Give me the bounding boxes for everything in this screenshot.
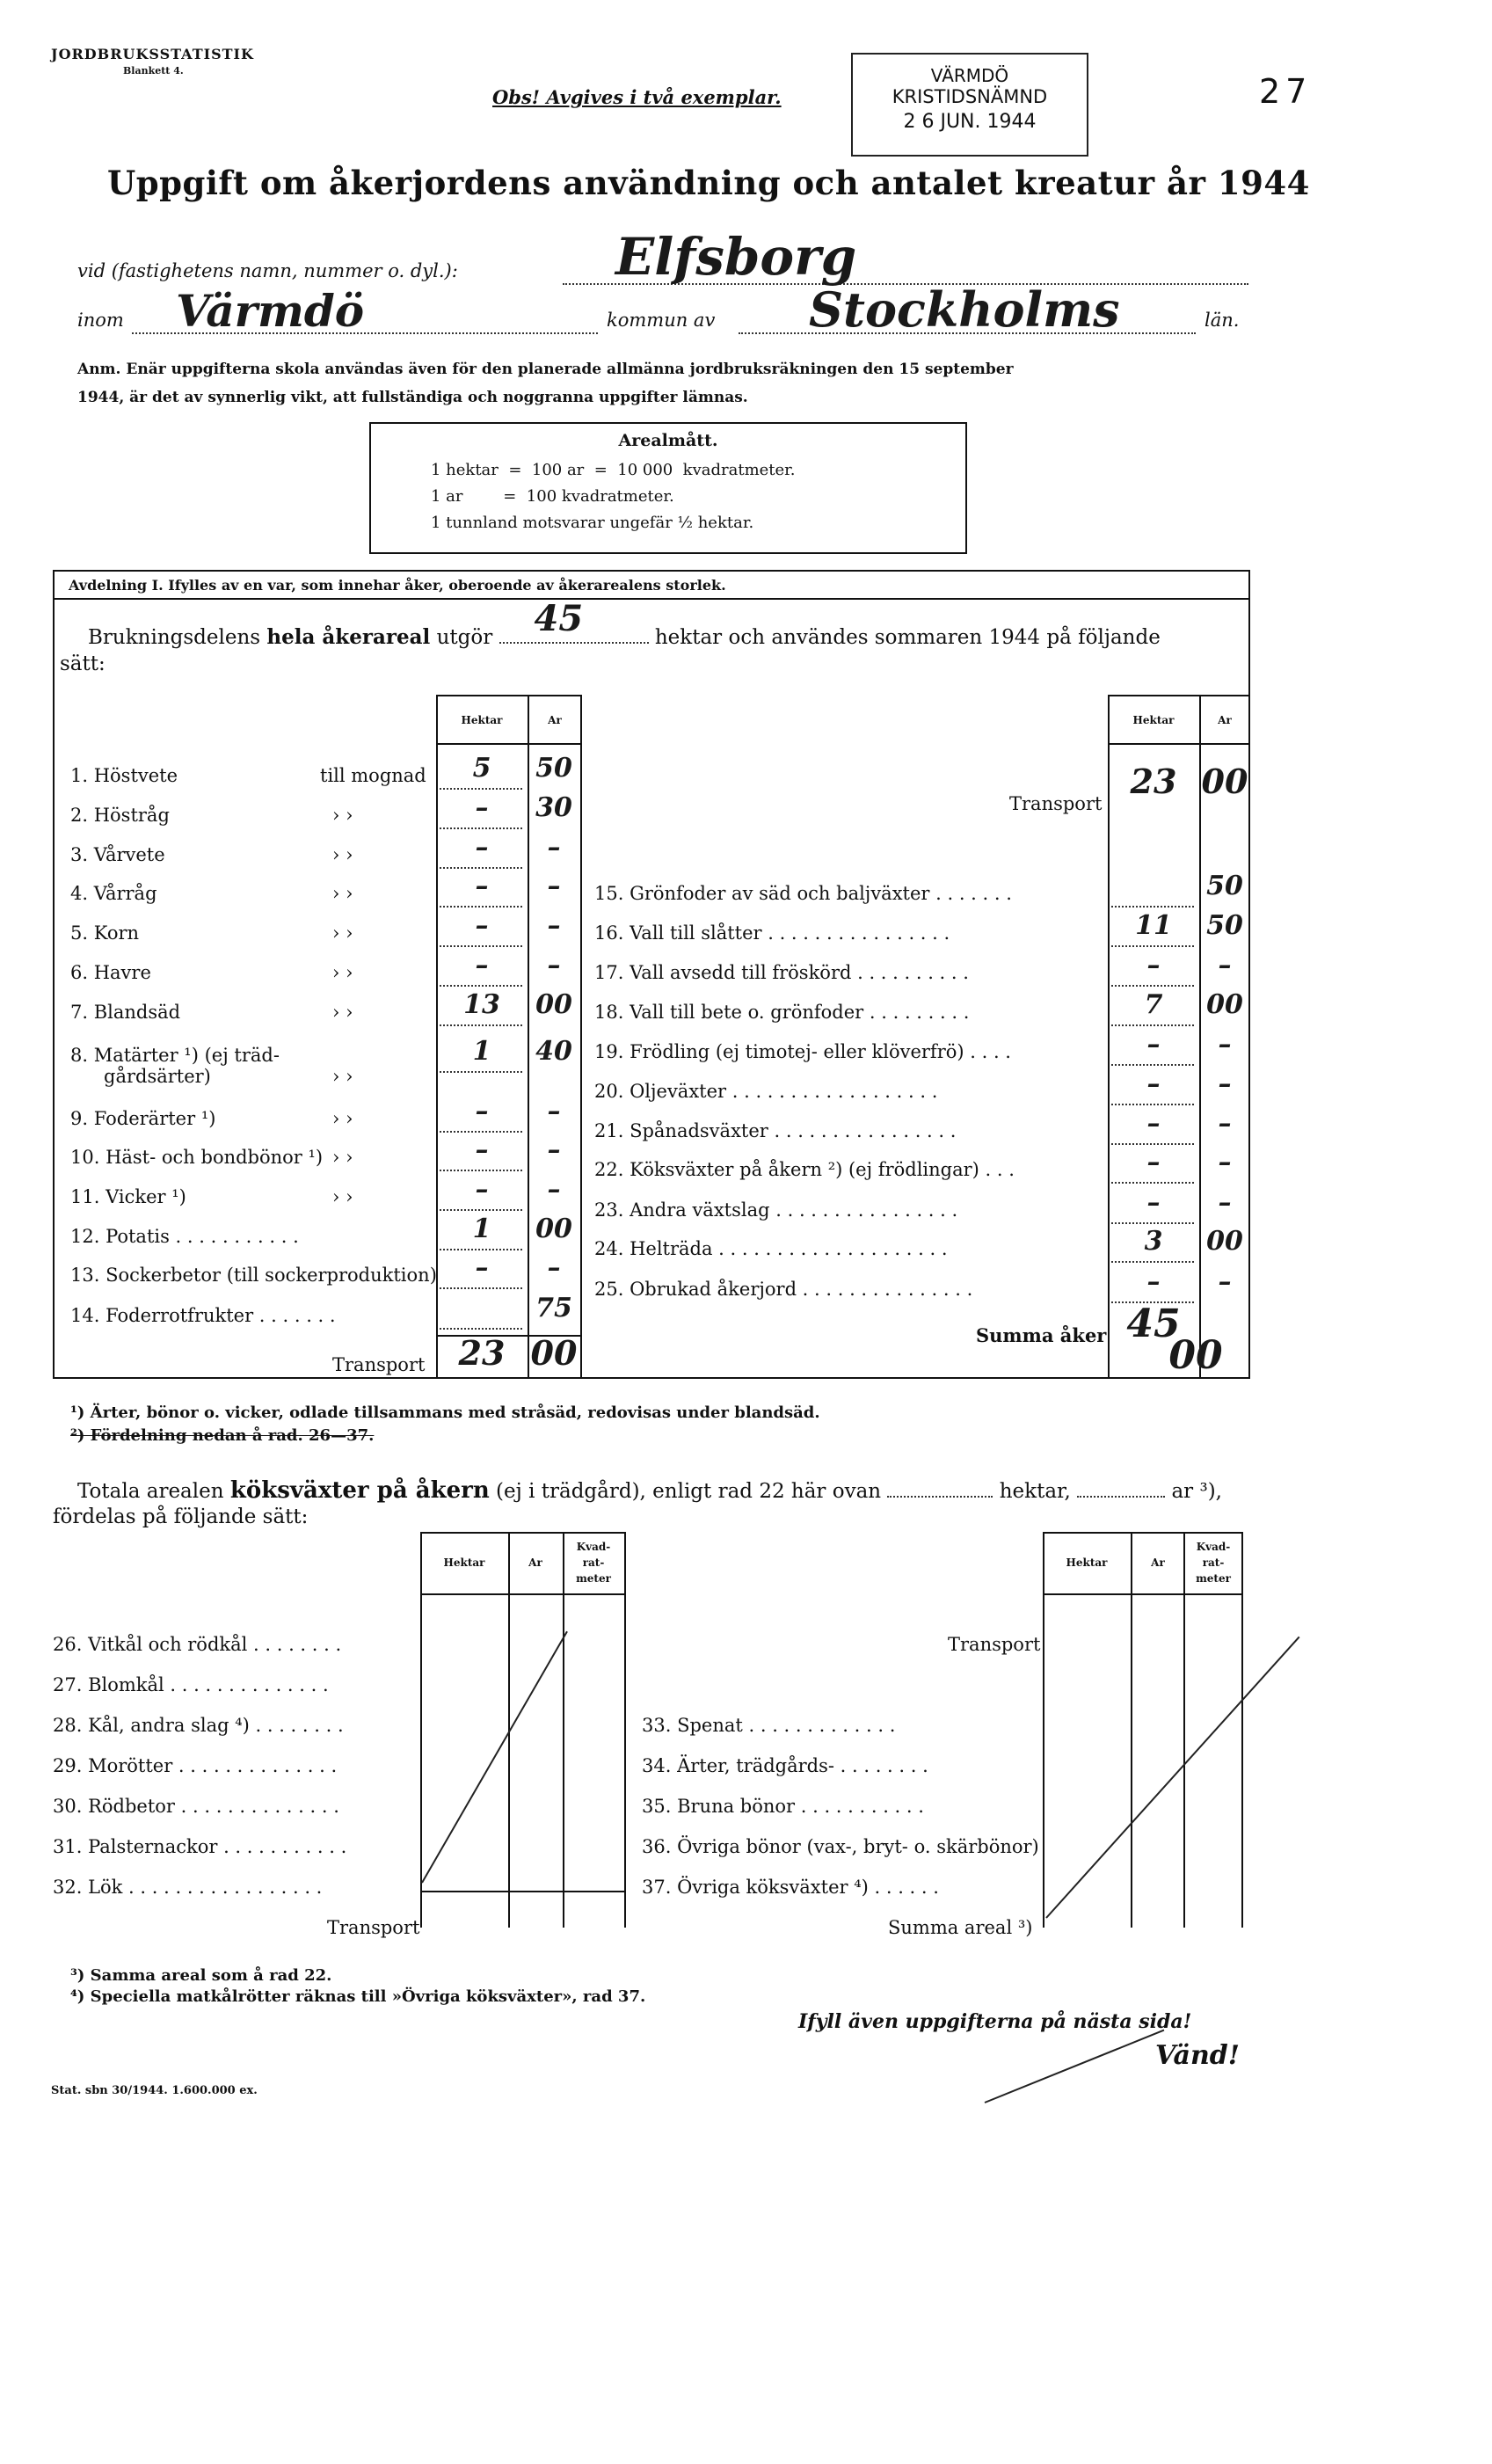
s2-left-row-27: 27. Blomkål . . . . . . . . . . . . . .	[53, 1674, 329, 1695]
left-transport-ar: 00	[530, 1333, 578, 1373]
left-row-7-suffix: › ›	[332, 1002, 353, 1023]
right-row-19-hektar: –	[1146, 1029, 1161, 1060]
page-title: Uppgift om åkerjordens användning och antalet kreatur år 1944	[107, 164, 1310, 202]
stamp-line2: KRISTIDSNÄMND	[892, 86, 1048, 107]
note-line2: 1944, är det av synnerlig vikt, att fullständiga och noggranna uppgifter lämnas.	[77, 389, 748, 406]
footnote-3: ³) Samma areal som å rad 22.	[70, 1966, 332, 1985]
left-row-6-suffix: › ›	[332, 962, 353, 983]
right-row-17: 17. Vall avsedd till fröskörd . . . . . . . . . .	[594, 962, 969, 983]
right-row-23-hektar: –	[1146, 1187, 1161, 1218]
s2-right-row-34: 34. Ärter, trädgårds- . . . . . . . .	[642, 1755, 928, 1776]
s2-right-col-hektar: Hektar	[1066, 1556, 1108, 1569]
left-row-11-hektar: –	[475, 1174, 489, 1205]
left-row-13: 13. Sockerbetor (till sockerproduktion)	[70, 1265, 437, 1286]
left-row-9-hektar: –	[475, 1096, 489, 1126]
s2-right-col-kvm: Kvad-rat-meter	[1196, 1541, 1231, 1585]
left-row-14: 14. Foderrotfrukter . . . . . . .	[70, 1305, 336, 1326]
left-row-11: 11. Vicker ¹)	[70, 1186, 186, 1207]
lan-label: län.	[1205, 310, 1240, 331]
left-row-8-cont: gårdsärter)	[104, 1066, 211, 1087]
s2-right-row-33: 33. Spenat . . . . . . . . . . . . .	[642, 1715, 896, 1736]
printer-info: Stat. sbn 30/1944. 1.600.000 ex.	[51, 2084, 258, 2097]
right-row-17-hektar: –	[1146, 950, 1161, 980]
right-row-22-ar: –	[1218, 1147, 1232, 1177]
right-row-16-hektar: 11	[1135, 910, 1172, 941]
right-col-ar: Ar	[1218, 714, 1232, 726]
received-stamp	[851, 53, 1088, 157]
section2-intro	[77, 1477, 1222, 1504]
right-row-16-ar: 50	[1206, 910, 1243, 941]
right-row-17-ar: –	[1218, 950, 1232, 980]
s2-left-row-26: 26. Vitkål och rödkål . . . . . . . .	[53, 1634, 342, 1655]
right-row-25-ar: –	[1218, 1266, 1232, 1297]
intro-c: utgör	[436, 626, 493, 649]
turn-over: Vänd!	[1155, 2040, 1240, 2071]
right-row-19: 19. Frödling (ej timotej- eller klöverfrö) . . . .	[594, 1041, 1011, 1062]
arealmatt-box	[369, 422, 967, 554]
s2-left-col-kvm: Kvad-rat-meter	[576, 1541, 611, 1585]
left-row-10: 10. Häst- och bondbönor ¹)	[70, 1147, 324, 1168]
s2-left-row-30: 30. Rödbetor . . . . . . . . . . . . . .	[53, 1796, 339, 1817]
fill-next-page: Ifyll även uppgifterna på nästa sida!	[798, 2010, 1192, 2033]
s2-intro-b: köksväxter på åkern	[229, 1477, 490, 1504]
right-row-18: 18. Vall till bete o. grönfoder . . . . . . . . .	[594, 1002, 970, 1023]
s2-left-row-29: 29. Morötter . . . . . . . . . . . . . .	[53, 1755, 338, 1776]
kommun-label: kommun av	[607, 310, 716, 331]
summa-aker-label: Summa åker	[976, 1324, 1107, 1346]
right-transport-ar: 00	[1201, 762, 1248, 801]
left-row-1-suffix: till mognad	[320, 765, 426, 786]
intro-e: sätt:	[60, 652, 106, 675]
inom-value: Värmdö	[176, 285, 365, 337]
left-row-7: 7. Blandsäd	[70, 1002, 181, 1023]
section1-intro	[88, 598, 1161, 649]
right-row-20-hektar: –	[1146, 1068, 1161, 1099]
intro-d: hektar och användes sommaren 1944 på följande	[654, 626, 1161, 649]
left-row-1: 1. Höstvete	[70, 765, 178, 786]
left-transport-hektar: 23	[458, 1333, 506, 1373]
right-row-25-hektar: –	[1146, 1266, 1161, 1297]
left-row-9-ar: –	[547, 1096, 561, 1126]
s2-intro-e: ar ³),	[1171, 1480, 1222, 1503]
right-row-18-ar: 00	[1206, 989, 1243, 1020]
left-row-12-ar: 00	[535, 1214, 572, 1244]
right-row-19-ar: –	[1218, 1029, 1232, 1060]
right-row-16: 16. Vall till slåtter . . . . . . . . . . . . . . . .	[594, 922, 950, 944]
s2-right-row-36: 36. Övriga bönor (vax-, bryt- o. skärbönor)	[642, 1836, 1039, 1857]
arealmatt-line3: 1 tunnland motsvarar ungefär ½ hektar.	[431, 514, 754, 532]
left-col-ar: Ar	[548, 714, 562, 726]
left-row-3-suffix: › ›	[332, 844, 353, 865]
left-row-12-hektar: 1	[472, 1214, 491, 1244]
left-row-11-ar: –	[547, 1174, 561, 1205]
s2-left-transport: Transport	[327, 1917, 420, 1938]
s2-intro-a: Totala arealen	[77, 1480, 224, 1503]
note-line1: Anm. Enär uppgifterna skola användas även för den planerade allmänna jordbruksräkningen den 15 september	[77, 361, 1014, 378]
right-row-25: 25. Obrukad åkerjord . . . . . . . . . . . . . . .	[594, 1279, 973, 1300]
right-transport-hektar: 23	[1130, 762, 1177, 801]
arealmatt-line2: 1 ar = 100 kvadratmeter.	[431, 487, 674, 506]
form-number: Blankett 4.	[123, 65, 184, 77]
left-row-4: 4. Vårråg	[70, 883, 157, 904]
s2-intro-c: (ej i trädgård), enligt rad 22 här ovan	[496, 1480, 882, 1503]
right-row-24-hektar: 3	[1144, 1226, 1163, 1257]
left-row-4-suffix: › ›	[332, 883, 353, 904]
right-row-18-hektar: 7	[1144, 989, 1163, 1020]
stamp-line1: VÄRMDÖ	[930, 65, 1009, 86]
intro-b: hela åkerareal	[266, 625, 431, 649]
right-row-20: 20. Oljeväxter . . . . . . . . . . . . . . . . . .	[594, 1081, 938, 1102]
left-col-hektar: Hektar	[461, 714, 503, 726]
footnote-1: ¹) Ärter, bönor o. vicker, odlade tillsammans med stråsäd, redovisas under blandsäd.	[70, 1403, 820, 1422]
right-row-21-hektar: –	[1146, 1108, 1161, 1139]
left-row-8-ar: 40	[535, 1036, 572, 1067]
left-row-9-suffix: › ›	[332, 1108, 353, 1129]
s2-right-col-ar: Ar	[1151, 1556, 1165, 1569]
footnote-4: ⁴) Speciella matkålrötter räknas till »Övriga köksväxter», rad 37.	[70, 1987, 646, 2006]
left-row-10-ar: –	[547, 1134, 561, 1165]
arealmatt-line1: 1 hektar = 100 ar = 10 000 kvadratmeter.	[431, 461, 796, 479]
right-row-22-hektar: –	[1146, 1147, 1161, 1177]
left-row-7-ar: 00	[535, 989, 572, 1020]
intro-a: Brukningsdelens	[88, 626, 261, 649]
left-row-8-suffix: › ›	[332, 1066, 353, 1087]
left-row-10-suffix: › ›	[332, 1147, 353, 1168]
left-row-1-hektar: 5	[472, 753, 491, 784]
total-area-value: 45	[534, 598, 584, 639]
s2-left-row-32: 32. Lök . . . . . . . . . . . . . . . . .	[53, 1877, 323, 1898]
left-row-5-ar: –	[547, 910, 561, 941]
strike-left	[421, 1631, 568, 1884]
left-row-4-hektar: –	[475, 871, 489, 901]
s2-left-col-ar: Ar	[528, 1556, 542, 1569]
vid-value: Elfsborg	[615, 227, 857, 287]
s2-right-row-35: 35. Bruna bönor . . . . . . . . . . .	[642, 1796, 924, 1817]
left-row-6: 6. Havre	[70, 962, 151, 983]
left-row-1-ar: 50	[535, 753, 572, 784]
s2-right-row-37: 37. Övriga köksväxter ⁴) . . . . . .	[642, 1877, 939, 1898]
right-row-21-ar: –	[1218, 1108, 1232, 1139]
summa-aker-hektar: 45	[1126, 1301, 1181, 1346]
left-row-5-hektar: –	[475, 910, 489, 941]
left-row-10-hektar: –	[475, 1134, 489, 1165]
stamp-date: 2 6 JUN. 1944	[903, 111, 1037, 133]
kommun-value: Stockholms	[809, 281, 1120, 338]
inom-label: inom	[77, 310, 124, 331]
left-row-5-suffix: › ›	[332, 922, 353, 944]
obs-note: Obs! Avgives i två exemplar.	[492, 86, 782, 108]
right-col-hektar: Hektar	[1132, 714, 1175, 726]
right-row-20-ar: –	[1218, 1068, 1232, 1099]
left-row-7-hektar: 13	[463, 989, 500, 1020]
right-row-24: 24. Helträda . . . . . . . . . . . . . . . . . . . .	[594, 1238, 948, 1259]
s2-summa-areal: Summa areal ³)	[888, 1917, 1033, 1938]
left-row-11-suffix: › ›	[332, 1186, 353, 1207]
right-row-15-ar: 50	[1206, 871, 1243, 901]
left-row-2: 2. Höstråg	[70, 805, 170, 826]
strike-right	[1045, 1637, 1299, 1919]
vid-label: vid (fastighetens namn, nummer o. dyl.):	[77, 260, 458, 281]
left-row-3-hektar: –	[475, 832, 489, 863]
right-row-15: 15. Grönfoder av säd och baljväxter . . . . . . .	[594, 883, 1012, 904]
arealmatt-title: Arealmått.	[618, 431, 718, 450]
summa-aker-ar: 00	[1168, 1333, 1223, 1378]
intro-value-line	[499, 598, 649, 644]
left-row-4-ar: –	[547, 871, 561, 901]
left-row-12: 12. Potatis . . . . . . . . . . .	[70, 1226, 299, 1247]
signature-stroke	[985, 2030, 1165, 2103]
left-row-6-ar: –	[547, 950, 561, 980]
left-row-2-hektar: –	[475, 792, 489, 823]
s2-left-row-31: 31. Palsternackor . . . . . . . . . . .	[53, 1836, 347, 1857]
s2-intro-f: fördelas på följande sätt:	[53, 1505, 309, 1528]
left-row-13-hektar: –	[475, 1252, 489, 1283]
left-row-2-suffix: › ›	[332, 805, 353, 826]
right-row-22: 22. Köksväxter på åkern ²) (ej frödlingar) . . .	[594, 1159, 1015, 1180]
left-row-3: 3. Vårvete	[70, 844, 165, 865]
left-row-8: 8. Matärter ¹) (ej träd-	[70, 1045, 280, 1066]
left-row-13-ar: –	[547, 1252, 561, 1283]
left-row-9: 9. Foderärter ¹)	[70, 1108, 216, 1129]
right-row-23: 23. Andra växtslag . . . . . . . . . . . . . . . .	[594, 1199, 958, 1221]
section1-header: Avdelning I. Ifylles av en var, som innehar åker, oberoende av åkerarealens storlek.	[69, 577, 726, 594]
s2-left-col-hektar: Hektar	[443, 1556, 485, 1569]
footnote-2: ²) Fördelning nedan å rad. 26—37.	[70, 1426, 375, 1445]
form-org: JORDBRUKSSTATISTIK	[51, 46, 254, 62]
left-row-5: 5. Korn	[70, 922, 140, 944]
right-row-24-ar: 00	[1206, 1226, 1243, 1257]
left-row-6-hektar: –	[475, 950, 489, 980]
left-row-8-hektar: 1	[472, 1036, 491, 1067]
s2-left-row-28: 28. Kål, andra slag ⁴) . . . . . . . .	[53, 1715, 344, 1736]
left-row-2-ar: 30	[535, 792, 572, 823]
right-row-23-ar: –	[1218, 1187, 1232, 1218]
s2-intro-d: hektar,	[999, 1480, 1071, 1503]
s2-right-transport: Transport	[948, 1634, 1041, 1655]
left-transport-label: Transport	[332, 1354, 426, 1375]
page-number: 27	[1259, 72, 1313, 111]
left-row-3-ar: –	[547, 832, 561, 863]
right-row-21: 21. Spånadsväxter . . . . . . . . . . . . . . . .	[594, 1120, 957, 1141]
left-row-14-ar: 75	[535, 1293, 572, 1323]
right-transport-label: Transport	[1009, 793, 1103, 814]
